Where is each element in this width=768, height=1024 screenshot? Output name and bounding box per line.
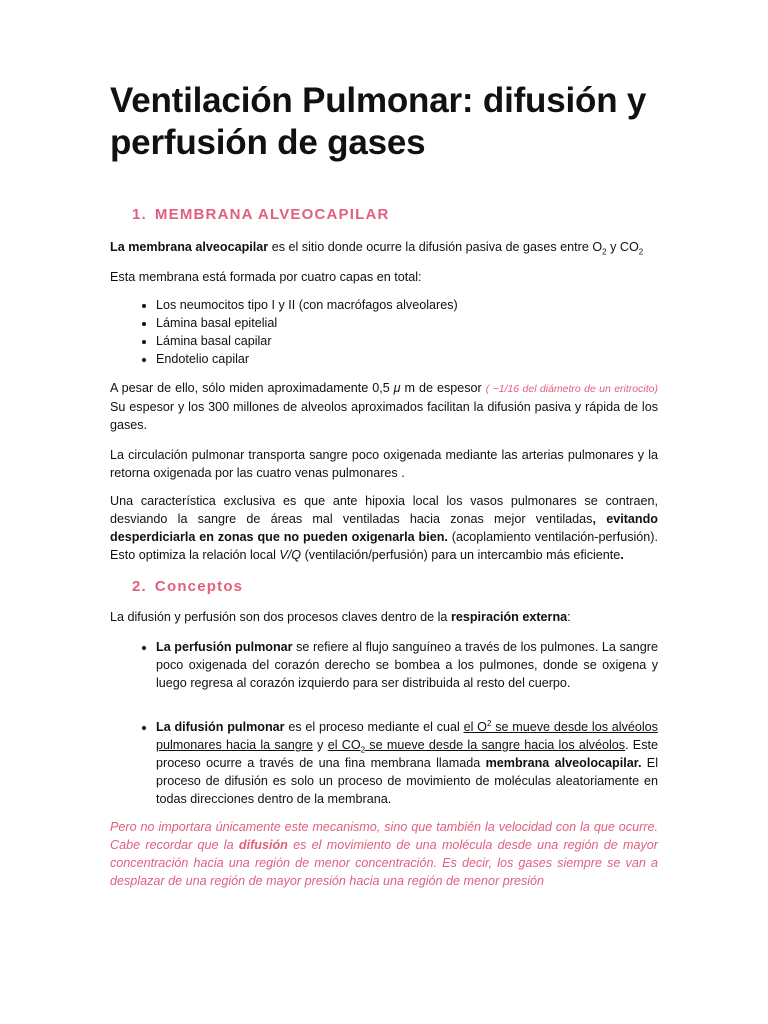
perfusion-text: se refiere al flujo sanguíneo a través de los pulmones. La sangre poco oxigenada del corazón derecho se bombea a los pulmones, donde se oxigena y luego regresa al corazón izquierdo para ser distribuida al resto del cuerpo.	[156, 640, 658, 690]
co2-text: y CO	[606, 240, 639, 254]
hypoxia-dot: .	[620, 548, 624, 562]
diffusion-process: . Este proceso ocurre a través de una fina membrana llamada	[156, 738, 658, 770]
hypoxia-mid: (acoplamiento ventilación‑perfusión). Esto optimiza la relación local	[110, 530, 658, 562]
co2-sub: 2	[360, 745, 366, 755]
concepts-intro-end: :	[567, 610, 571, 624]
thickness-paragraph	[110, 379, 658, 434]
perfusion-term: La perfusión pulmonar	[156, 640, 293, 654]
layers-list	[110, 296, 658, 368]
co2-label: el CO	[327, 738, 361, 752]
list-item	[156, 718, 658, 808]
thickness-end: Su espesor y los 300 millones de alveolos aproximados facilitan la difusión pasiva y rápida de los gases.	[110, 400, 658, 432]
membrane-definition	[110, 238, 658, 256]
hypoxia-bold: , evitando desperdiciarla en zonas que no pueden oxigenarla bien.	[110, 512, 658, 544]
list-item: • Lámina basal capilar	[156, 332, 658, 350]
list-item: • Endotelio capilar	[156, 350, 658, 368]
vq-ratio: V/Q	[279, 548, 302, 562]
page-title: Ventilación Pulmonar: difusión y perfusión de gases	[110, 81, 647, 162]
concepts-intro-text: La difusión y perfusión son dos procesos claves dentro de la	[110, 610, 451, 624]
list-item: • Lámina basal epitelial	[156, 314, 658, 332]
circulation-paragraph: La circulación pulmonar transporta sangre poco oxigenada mediante las arterias pulmonares y la retorna oxigenada por las cuatro venas pulmonares .	[110, 448, 658, 480]
o2-direction: se mueve desde los alvéolos pulmonares hacia la sangre	[156, 720, 658, 752]
section-2-number: 2.	[132, 578, 147, 595]
closing-note	[110, 818, 658, 890]
diffusion-end: El proceso de difusión es solo un proceso de movimiento de moléculas aleatoriamente en todas direcciones dentro de la membrana.	[156, 756, 659, 806]
section-1-heading	[110, 206, 658, 223]
hypoxia-end: (ventilación/perfusión) para un intercambio más eficiente	[301, 548, 621, 562]
concepts-intro	[110, 608, 658, 626]
section-2-heading	[110, 578, 658, 595]
section-2-title: Conceptos	[154, 578, 244, 595]
diffusion-text: es el proceso mediante el cual	[284, 720, 464, 734]
co2-movement	[327, 738, 626, 755]
hypoxia-text: Una característica exclusiva es que ante hipoxia local los vasos pulmonares se contraen, desviando la sangre de áreas mal ventiladas hacia zonas mejor ventiladas	[110, 494, 658, 526]
mu-symbol: μ	[393, 381, 401, 395]
hypoxia-paragraph	[110, 492, 658, 564]
membrane-term: La membrana alveocapilar	[110, 240, 269, 254]
o2-subscript: 2	[602, 247, 607, 257]
membrane-text: es el sitio donde ocurre la difusión pasiva de gases entre O	[268, 240, 603, 254]
section-1-number: 1.	[132, 206, 147, 223]
co2-subscript: 2	[638, 247, 644, 257]
diffusion-term: La difusión pulmonar	[156, 720, 285, 734]
thickness-text: A pesar de ello, sólo miden aproximadamente 0,5	[110, 381, 394, 395]
section-1-title: MEMBRANA ALVEOCAPILAR	[154, 206, 390, 223]
thickness-unit: m de espesor	[400, 381, 486, 395]
list-item: • Los neumocitos tipo I y II (con macrófagos alveolares)	[156, 296, 658, 314]
alveolocapillary-term: membrana alveolocapilar.	[485, 756, 642, 770]
closing-end: es el movimiento de una molécula desde una región de mayor concentración hacia una región de menor concentración. Es decir, los gases siempre se van a desplazar de una región de mayor presión hacia una región de menor presión	[110, 838, 658, 888]
o2-superscript: 2	[486, 718, 492, 728]
concepts-list	[110, 638, 658, 808]
co2-direction: se mueve desde la sangre hacia los alvéolos	[365, 738, 626, 752]
closing-text: Pero no importara únicamente este mecanismo, sino que también la velocidad con la que ocurre. Cabe recordar que la	[110, 820, 658, 852]
o2-label: el O	[463, 720, 487, 734]
layers-intro: Esta membrana está formada por cuatro capas en total:	[110, 270, 422, 284]
list-item	[156, 638, 658, 692]
erythrocyte-note: ( ~1/16 del diámetro de un eritrocito)	[485, 383, 658, 395]
conjunction: y	[312, 738, 328, 752]
external-respiration: respiración externa	[450, 610, 568, 624]
diffusion-bold: difusión	[238, 838, 288, 852]
